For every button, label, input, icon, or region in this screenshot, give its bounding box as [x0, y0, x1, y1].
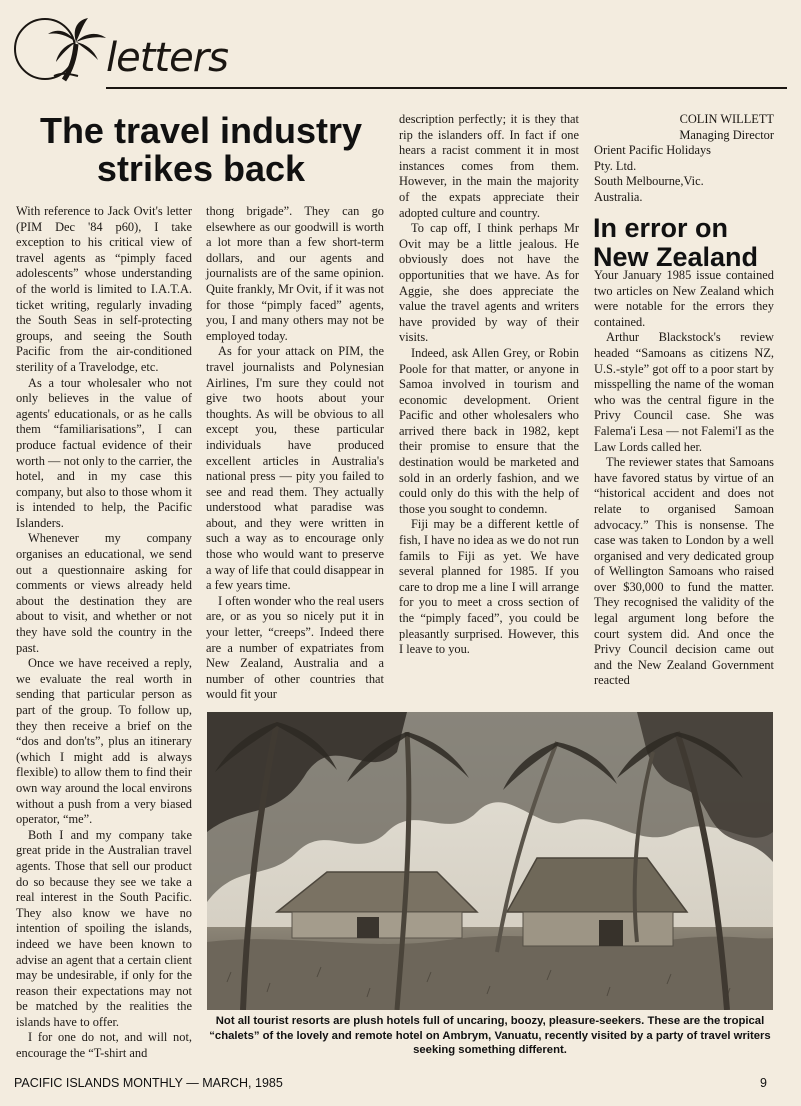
article-column-2 [206, 204, 384, 703]
paragraph: Indeed, ask Allen Grey, or Robin Poole for that matter, or anyone in Samoa involved in tourism and economic development. Orient Pacific and other wholesalers who arrived there back in 1982, kept their promise to ensure that the destination would be marketed and sold in an orderly fashion, and we could only do this with the help of those you sought to condemn. [399, 345, 579, 516]
photo-tropical-chalets [207, 712, 773, 1010]
paragraph: To cap off, I think perhaps Mr Ovit may be a little jealous. He obviously does not have the opportunities that we have. As for Aggie, she does appreciate the value the travel agents and writers have provided by way of their visits. [399, 221, 579, 345]
signature-line: Pty. Ltd. [594, 158, 637, 173]
headline-line: In error on [593, 213, 729, 243]
paragraph: thong brigade”. They can go elsewhere as our goodwill is worth a lot more than a few short-term dollars, and our agents and journalists are of the same opinion. Quite frankly, Mr Ovit, if it was not for those “pimply faced” agents, you, I and many others may not be employed today. [206, 204, 384, 343]
headline-line: New Zealand [593, 242, 759, 272]
paragraph: Fiji may be a different kettle of fish, I have no idea as we do not run famils to Fiji as yet. We have several planned for 1985. If you care to drop me a line I will arrange for you to meet a cross section of the “pimply faced”, you could be pleasantly surprised. However, this I leave to you. [399, 517, 579, 657]
letter-headline [14, 112, 388, 188]
article-column-1 [16, 204, 192, 1062]
paragraph: The reviewer states that Samoans have favored status by virtue of an “historical accident and does not relate to organised Samoan advocacy.” This is nonsense. The case was taken to London by a well organised and very dedicated group of Wellington Samoans who raised over $30,000 to fund the matter. They recognised the validity of the legal argument long before the court system did. And once the Privy Council decision came out and the New Zealand Government reacted [594, 455, 774, 688]
paragraph: As a tour wholesaler who not only believes in the value of agents' educationals, or as he calls them “familiarisations”, I can produce factual evidence of their worth — not only to the carrier, the hotel, and in my case this company, but also to those whom it is intended to help, the Pacific Islanders. [16, 375, 192, 530]
masthead-rule [106, 87, 787, 89]
masthead [14, 12, 774, 84]
signature-title: Managing Director [679, 127, 774, 142]
letter-signature [594, 112, 774, 206]
photo-illustration [207, 712, 773, 1010]
signature-line: Australia. [594, 189, 643, 204]
article-column-3 [399, 112, 579, 658]
paragraph: description perfectly; it is they that rip the islanders off. In fact if one hears a racist comment it in most instances comes from them. However, in the main the majority of the expats appreciate their adopted culture and country. [399, 112, 579, 220]
palm-tree-icon [42, 14, 112, 84]
paragraph: With reference to Jack Ovit's letter (PIM Dec '84 p60), I take exception to his critical view of travel agents as “pimply faced adolescents” whose understanding of the world is limited to I.A.T.A. ticket writing, regularly invading the South Seas in self-protecting groups, and seeing the South Pacific from the air-conditioned sterility of a Travelodge, etc. [16, 204, 192, 374]
paragraph: I for one do not, and will not, encourage the “T-shirt and [16, 1030, 192, 1061]
page-number: 9 [760, 1076, 767, 1090]
signature-name: COLIN WILLETT [679, 112, 774, 126]
paragraph: I often wonder who the real users are, or as you so nicely put it in your letter, “creeps”. Indeed there are a number of expatriates from New Zealand, Australia and a number of other countries that would fit your [206, 593, 384, 702]
paragraph: As for your attack on PIM, the travel journalists and Polynesian Airlines, I'm sure they could not give two hoots about your thoughts. As will be obvious to all except you, these particular individuals have produced excellent articles in Australia's national press — pity you failed to see and read them. They actually understood what paradise was about, and they were written in such a way as to encourage only those who would want to preserve a way of life that could disappear in a few years time. [206, 344, 384, 593]
footer-publication: PACIFIC ISLANDS MONTHLY — MARCH, 1985 [14, 1076, 283, 1090]
paragraph: Once we have received a reply, we evaluate the real worth in sending that particular person as part of the group. To follow up, they then receive a brief on the “dos and don'ts”, plus an itinerary (which I might add is always flexible) to allow them to find their own way around the local environs without a push from a very biased operator, “me”. [16, 656, 192, 827]
signature-line: Orient Pacific Holidays [594, 143, 711, 158]
headline-line: strikes back [96, 148, 306, 189]
article-column-4 [594, 268, 774, 689]
paragraph: Whenever my company organises an educational, we send out a questionnaire asking for comments or views already held about the destination they are about to visit, and whether or not they have sold the country in the past. [16, 531, 192, 655]
paragraph: Both I and my company take great pride in the Australian travel agents. Those that sell our product do so because they see we take a real interest in the South Pacific. They also know we have no intention of spoiling the islands, indeed we have been known to advise an agent that a certain client may be undesirable, if only for the reason their expectations may not be matched by the realities the islands have to offer. [16, 827, 192, 1029]
photo-caption: Not all tourist resorts are plush hotels full of uncaring, boozy, pleasure-seekers. These are the tropical “chalets” of the lovely and remote hotel on Ambrym, Vanuatu, recently visited by a party of travel writers seeking something different. [209, 1015, 771, 1057]
second-letter-headline [593, 214, 778, 272]
headline-line: The travel industry [39, 110, 363, 151]
signature-line: South Melbourne,Vic. [594, 174, 704, 189]
section-title: letters [106, 35, 228, 81]
paragraph: Your January 1985 issue contained two articles on New Zealand which were notable for the errors they contained. [594, 268, 774, 329]
paragraph: Arthur Blackstock's review headed “Samoans as citizens NZ, U.S.-style” got off to a poor start by misspelling the name of the woman who was the central figure in the Privy Council case. She was Falema'i Lesa — not Falemi'I as the Law Lords called her. [594, 330, 774, 454]
